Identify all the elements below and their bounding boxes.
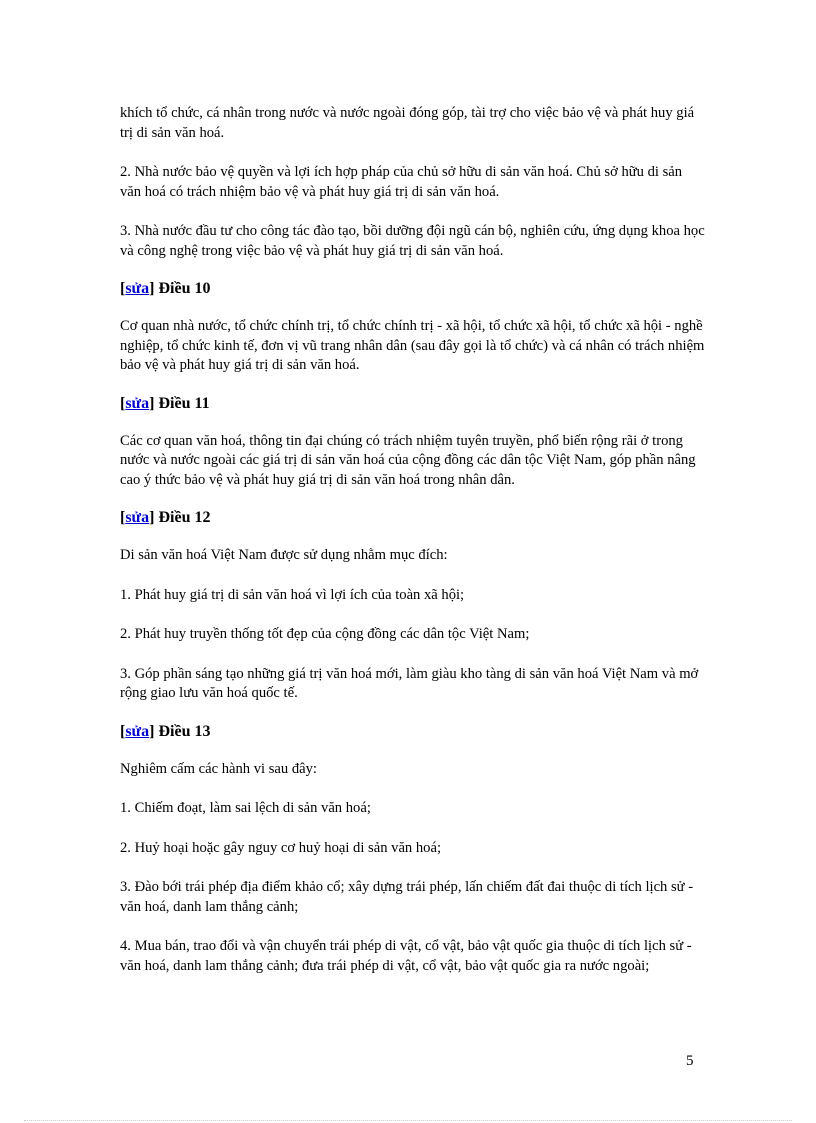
article-paragraph: Cơ quan nhà nước, tổ chức chính trị, tổ chức chính trị - xã hội, tổ chức xã hội, tổ chức xã hội - nghề nghiệp, tổ chức kinh tế, đơn vị vũ trang nhân dân (sau đây gọi là tổ chức) và cá nhân có trách nhiệm bảo vệ và phát huy giá trị di sản văn hoá.: [120, 318, 705, 373]
article-paragraph: 2. Huỷ hoại hoặc gây nguy cơ huỷ hoại di sản văn hoá;: [120, 839, 442, 856]
edit-link[interactable]: sửa: [125, 394, 150, 412]
article-title: Điều 11: [158, 394, 210, 412]
article-heading-10: [sửa] Điều 10: [120, 280, 211, 297]
article-title: Điều 12: [158, 509, 211, 526]
edit-link[interactable]: sửa: [125, 722, 150, 740]
article-paragraph: Các cơ quan văn hoá, thông tin đại chúng có trách nhiệm tuyên truyền, phổ biến rộng rãi ở trong nước và nước ngoài các giá trị di sản văn hoá của cộng đồng các dân tộc Việt Nam, góp phần nâng cao ý thức bảo vệ và phát huy giá trị di sản văn hoá trong nhân dân.: [120, 432, 696, 488]
article-paragraph: 1. Chiếm đoạt, làm sai lệch di sản văn hoá;: [120, 800, 371, 816]
article-paragraph: 4. Mua bán, trao đổi và vận chuyển trái phép di vật, cổ vật, bảo vật quốc gia thuộc di tích lịch sử - văn hoá, danh lam thắng cảnh; đưa trái phép di vật, cổ vật, bảo vật quốc gia ra nước ngoài;: [120, 938, 692, 974]
article-paragraph: 3. Đào bới trái phép địa điểm khảo cổ; xây dựng trái phép, lấn chiếm đất đai thuộc di tích lịch sử - văn hoá, danh lam thắng cảnh;: [120, 879, 694, 915]
article-paragraph: 3. Góp phần sáng tạo những giá trị văn hoá mới, làm giàu kho tàng di sản văn hoá Việt Nam và mở rộng giao lưu văn hoá quốc tế.: [120, 665, 699, 701]
intro-paragraph: khích tổ chức, cá nhân trong nước và nước ngoài đóng góp, tài trợ cho việc bảo vệ và phát huy giá trị di sản văn hoá.: [120, 105, 695, 141]
page-bottom-divider: [24, 1120, 792, 1121]
edit-link[interactable]: sửa: [125, 509, 150, 526]
article-paragraph: 1. Phát huy giá trị di sản văn hoá vì lợi ích của toàn xã hội;: [120, 586, 465, 603]
document-body: [120, 104, 705, 996]
edit-link[interactable]: sửa: [125, 280, 150, 297]
article-title: Điều 13: [158, 722, 211, 740]
article-paragraph: Di sản văn hoá Việt Nam được sử dụng nhằm mục đích:: [120, 547, 448, 563]
article-title: Điều 10: [158, 280, 211, 297]
page-number: 5: [686, 1053, 694, 1069]
intro-paragraph: 2. Nhà nước bảo vệ quyền và lợi ích hợp pháp của chủ sở hữu di sản văn hoá. Chủ sở hữu di sản văn hoá có trách nhiệm bảo vệ và phát huy giá trị di sản văn hoá.: [120, 164, 683, 200]
article-heading-11: [sửa] Điều 11: [120, 394, 210, 412]
article-paragraph: 2. Phát huy truyền thống tốt đẹp của cộng đồng các dân tộc Việt Nam;: [120, 626, 530, 642]
intro-paragraph: 3. Nhà nước đầu tư cho công tác đào tạo, bồi dưỡng đội ngũ cán bộ, nghiên cứu, ứng dụng khoa học và công nghệ trong việc bảo vệ và phát huy giá trị di sản văn hoá.: [120, 223, 705, 259]
article-paragraph: Nghiêm cấm các hành vi sau đây:: [120, 760, 317, 777]
article-heading-13: [sửa] Điều 13: [120, 722, 211, 740]
article-heading-12: [sửa] Điều 12: [120, 509, 211, 526]
